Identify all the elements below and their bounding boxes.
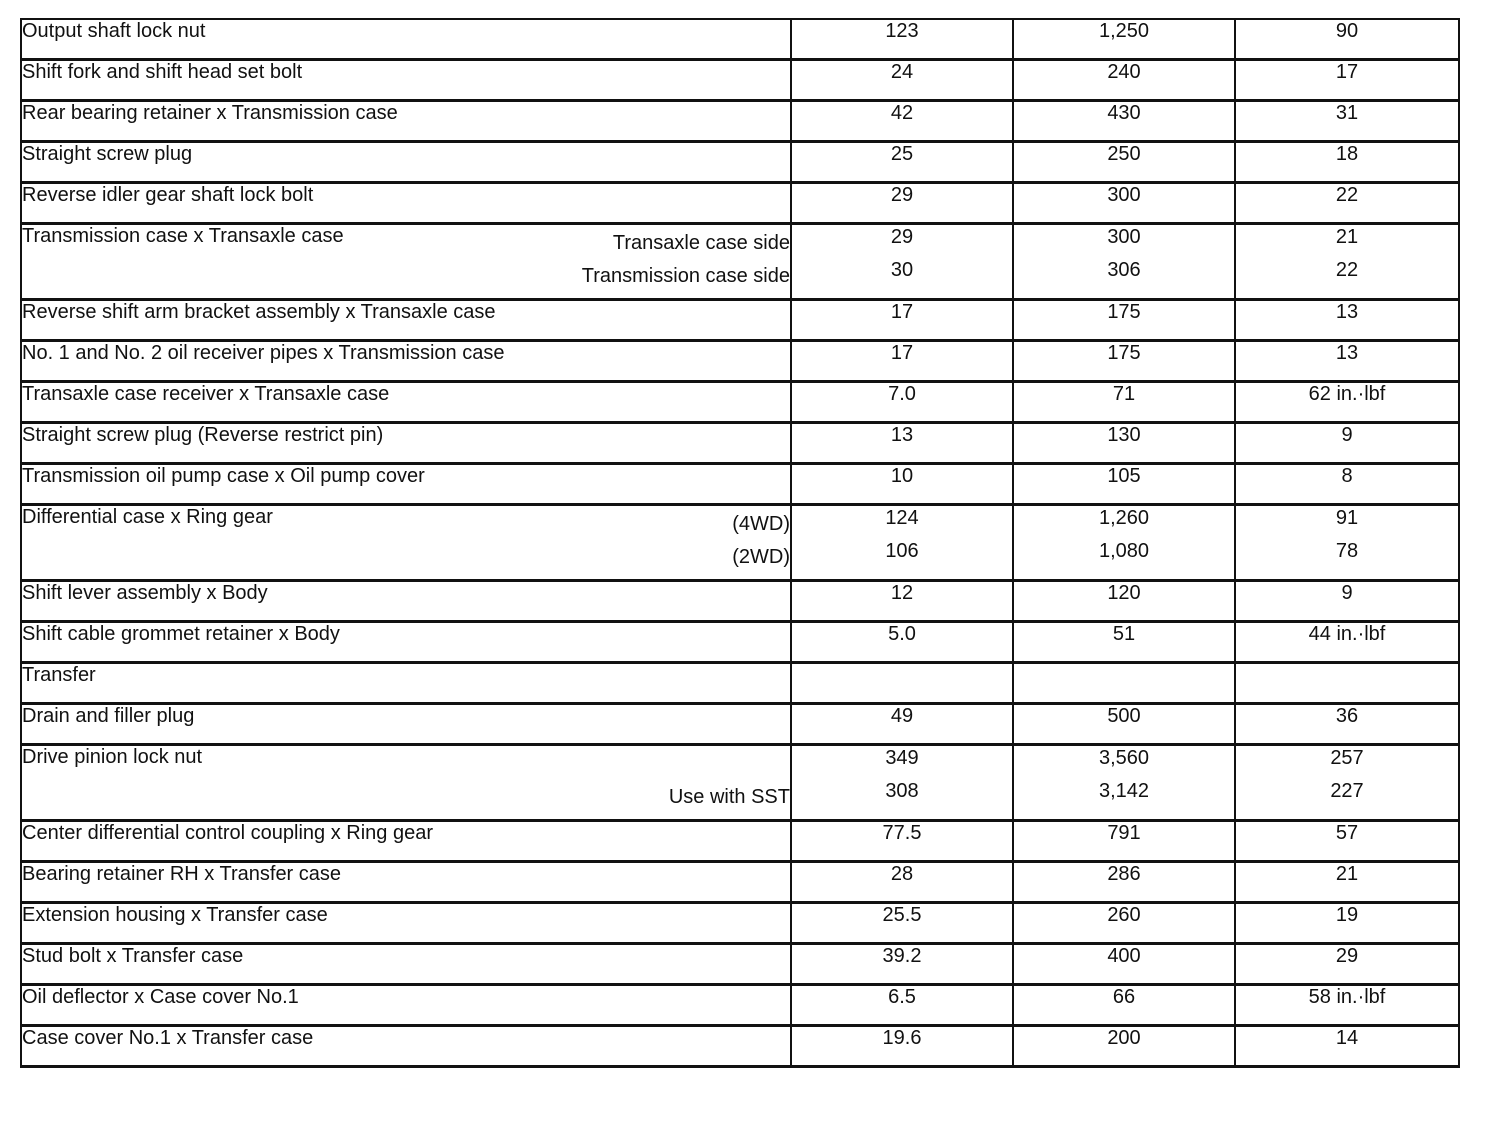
nm-value-cell bbox=[791, 505, 1013, 581]
ftlbf-value: 19 bbox=[1335, 904, 1359, 926]
kgf-value-cell bbox=[1013, 300, 1235, 341]
ftlbf-value: 22 bbox=[1335, 259, 1359, 281]
part-name-cell bbox=[21, 382, 791, 423]
condition-label: (4WD) bbox=[732, 513, 790, 535]
ftlbf-value-cell bbox=[1235, 903, 1459, 944]
kgf-value: 300 bbox=[1107, 226, 1141, 248]
ftlbf-value: 36 bbox=[1335, 705, 1359, 727]
part-name-cell bbox=[21, 581, 791, 622]
table-row bbox=[21, 382, 1459, 423]
part-name: Center differential control coupling x Ring gear bbox=[22, 822, 433, 844]
nm-value-cell bbox=[791, 341, 1013, 382]
part-name-cell bbox=[21, 300, 791, 341]
kgf-value-cell bbox=[1013, 862, 1235, 903]
ftlbf-value: 29 bbox=[1335, 945, 1359, 967]
ftlbf-value: 44 in.·lbf bbox=[1308, 623, 1386, 645]
part-name-cell bbox=[21, 142, 791, 183]
part-name-cell bbox=[21, 862, 791, 903]
nm-value-cell bbox=[791, 1026, 1013, 1067]
kgf-value-cell bbox=[1013, 622, 1235, 663]
part-name-cell bbox=[21, 19, 791, 60]
ftlbf-value-cell bbox=[1235, 382, 1459, 423]
kgf-value: 1,080 bbox=[1098, 540, 1150, 562]
table-row bbox=[21, 423, 1459, 464]
nm-value: 30 bbox=[890, 259, 914, 281]
condition-label: (2WD) bbox=[732, 546, 790, 568]
torque-spec-table bbox=[20, 18, 1460, 1068]
nm-value-cell bbox=[791, 944, 1013, 985]
kgf-value: 260 bbox=[1107, 904, 1141, 926]
kgf-value: 300 bbox=[1107, 184, 1141, 206]
ftlbf-value-cell bbox=[1235, 19, 1459, 60]
ftlbf-value: 78 bbox=[1335, 540, 1359, 562]
part-name-cell bbox=[21, 745, 791, 821]
part-name-cell bbox=[21, 944, 791, 985]
part-name: Extension housing x Transfer case bbox=[22, 904, 328, 926]
kgf-value-cell bbox=[1013, 224, 1235, 300]
part-name: Straight screw plug bbox=[22, 143, 193, 165]
nm-value-cell bbox=[791, 101, 1013, 142]
kgf-value-cell bbox=[1013, 985, 1235, 1026]
nm-value-cell bbox=[791, 704, 1013, 745]
ftlbf-value: 8 bbox=[1341, 465, 1353, 487]
nm-value-cell bbox=[791, 224, 1013, 300]
nm-value-cell bbox=[791, 862, 1013, 903]
ftlbf-value-cell bbox=[1235, 60, 1459, 101]
nm-value: 12 bbox=[890, 582, 914, 604]
ftlbf-value-cell bbox=[1235, 142, 1459, 183]
ftlbf-value: 9 bbox=[1341, 582, 1353, 604]
kgf-value: 1,260 bbox=[1098, 507, 1150, 529]
kgf-value: 175 bbox=[1107, 301, 1141, 323]
nm-value: 17 bbox=[890, 342, 914, 364]
kgf-value-cell bbox=[1013, 704, 1235, 745]
ftlbf-value-cell bbox=[1235, 300, 1459, 341]
kgf-value: 791 bbox=[1107, 822, 1141, 844]
ftlbf-value: 90 bbox=[1335, 20, 1359, 42]
table-row bbox=[21, 60, 1459, 101]
part-name-cell bbox=[21, 622, 791, 663]
kgf-value: 51 bbox=[1112, 623, 1136, 645]
part-name: Shift fork and shift head set bolt bbox=[22, 61, 303, 83]
nm-value: 49 bbox=[890, 705, 914, 727]
part-name: Rear bearing retainer x Transmission case bbox=[22, 102, 398, 124]
nm-value: 10 bbox=[890, 465, 914, 487]
kgf-value: 240 bbox=[1107, 61, 1141, 83]
table-row bbox=[21, 944, 1459, 985]
table-row bbox=[21, 622, 1459, 663]
nm-value: 5.0 bbox=[888, 623, 916, 645]
part-name: Case cover No.1 x Transfer case bbox=[22, 1027, 314, 1049]
part-name-cell bbox=[21, 985, 791, 1026]
kgf-value-cell bbox=[1013, 944, 1235, 985]
nm-value-cell bbox=[791, 745, 1013, 821]
nm-value-cell bbox=[791, 581, 1013, 622]
table-row bbox=[21, 581, 1459, 622]
kgf-value: 175 bbox=[1107, 342, 1141, 364]
nm-value: 25 bbox=[890, 143, 914, 165]
part-name-cell bbox=[21, 663, 791, 704]
ftlbf-value: 17 bbox=[1335, 61, 1359, 83]
nm-value: 29 bbox=[890, 184, 914, 206]
nm-value: 124 bbox=[885, 507, 919, 529]
table-row bbox=[21, 903, 1459, 944]
ftlbf-value: 31 bbox=[1335, 102, 1359, 124]
condition-labels bbox=[582, 225, 790, 293]
kgf-value-cell bbox=[1013, 101, 1235, 142]
table-row bbox=[21, 862, 1459, 903]
torque-table-body bbox=[21, 19, 1459, 1067]
table-row bbox=[21, 183, 1459, 224]
part-name: Stud bolt x Transfer case bbox=[22, 945, 244, 967]
kgf-value-cell bbox=[1013, 183, 1235, 224]
kgf-value-cell bbox=[1013, 663, 1235, 704]
part-name: Oil deflector x Case cover No.1 bbox=[22, 986, 299, 1008]
nm-value: 106 bbox=[885, 540, 919, 562]
kgf-value-cell bbox=[1013, 60, 1235, 101]
nm-value: 77.5 bbox=[882, 822, 922, 844]
ftlbf-value: 9 bbox=[1341, 424, 1353, 446]
part-name-cell bbox=[21, 505, 791, 581]
part-name-cell bbox=[21, 464, 791, 505]
nm-value-cell bbox=[791, 985, 1013, 1026]
ftlbf-value: 62 in.·lbf bbox=[1308, 383, 1386, 405]
part-name-cell bbox=[21, 1026, 791, 1067]
ftlbf-value-cell bbox=[1235, 821, 1459, 862]
ftlbf-value: 21 bbox=[1335, 863, 1359, 885]
nm-value: 28 bbox=[890, 863, 914, 885]
ftlbf-value: 227 bbox=[1330, 780, 1364, 802]
nm-value-cell bbox=[791, 19, 1013, 60]
nm-value-cell bbox=[791, 183, 1013, 224]
kgf-value: 66 bbox=[1112, 986, 1136, 1008]
table-row bbox=[21, 821, 1459, 862]
part-name-cell bbox=[21, 60, 791, 101]
part-name: Bearing retainer RH x Transfer case bbox=[22, 863, 342, 885]
ftlbf-value: 257 bbox=[1330, 747, 1364, 769]
table-row bbox=[21, 505, 1459, 581]
kgf-value-cell bbox=[1013, 341, 1235, 382]
ftlbf-value: 13 bbox=[1335, 301, 1359, 323]
kgf-value-cell bbox=[1013, 581, 1235, 622]
ftlbf-value: 58 in.·lbf bbox=[1308, 986, 1386, 1008]
kgf-value: 430 bbox=[1107, 102, 1141, 124]
ftlbf-value-cell bbox=[1235, 663, 1459, 704]
part-name: Transaxle case receiver x Transaxle case bbox=[22, 383, 390, 405]
ftlbf-value-cell bbox=[1235, 1026, 1459, 1067]
kgf-value: 130 bbox=[1107, 424, 1141, 446]
ftlbf-value-cell bbox=[1235, 341, 1459, 382]
nm-value-cell bbox=[791, 663, 1013, 704]
nm-value-cell bbox=[791, 622, 1013, 663]
nm-value: 308 bbox=[885, 780, 919, 802]
ftlbf-value-cell bbox=[1235, 464, 1459, 505]
table-row bbox=[21, 1026, 1459, 1067]
part-name-cell bbox=[21, 341, 791, 382]
ftlbf-value-cell bbox=[1235, 101, 1459, 142]
table-row bbox=[21, 663, 1459, 704]
table-row bbox=[21, 745, 1459, 821]
kgf-value: 500 bbox=[1107, 705, 1141, 727]
nm-value-cell bbox=[791, 382, 1013, 423]
kgf-value-cell bbox=[1013, 745, 1235, 821]
part-name: Shift cable grommet retainer x Body bbox=[22, 623, 340, 645]
ftlbf-value-cell bbox=[1235, 944, 1459, 985]
part-name: Transmission oil pump case x Oil pump cover bbox=[22, 465, 425, 487]
kgf-value-cell bbox=[1013, 821, 1235, 862]
kgf-value: 306 bbox=[1107, 259, 1141, 281]
ftlbf-value: 18 bbox=[1335, 143, 1359, 165]
nm-value: 6.5 bbox=[888, 986, 916, 1008]
nm-value: 39.2 bbox=[882, 945, 922, 967]
part-name: No. 1 and No. 2 oil receiver pipes x Transmission case bbox=[22, 342, 505, 364]
ftlbf-value-cell bbox=[1235, 745, 1459, 821]
kgf-value-cell bbox=[1013, 382, 1235, 423]
ftlbf-value-cell bbox=[1235, 622, 1459, 663]
condition-label: Transaxle case side bbox=[612, 232, 790, 254]
table-row bbox=[21, 224, 1459, 300]
part-name: Shift lever assembly x Body bbox=[22, 582, 268, 604]
part-name-cell bbox=[21, 423, 791, 464]
nm-value-cell bbox=[791, 821, 1013, 862]
table-row bbox=[21, 341, 1459, 382]
table-row bbox=[21, 300, 1459, 341]
condition-label: Use with SST bbox=[668, 786, 790, 808]
part-name: Reverse idler gear shaft lock bolt bbox=[22, 184, 314, 206]
ftlbf-value: 22 bbox=[1335, 184, 1359, 206]
nm-value-cell bbox=[791, 300, 1013, 341]
kgf-value: 105 bbox=[1107, 465, 1141, 487]
condition-label bbox=[669, 748, 790, 781]
part-name: Transmission case x Transaxle case bbox=[22, 225, 344, 247]
ftlbf-value-cell bbox=[1235, 505, 1459, 581]
kgf-value: 71 bbox=[1112, 383, 1136, 405]
ftlbf-value-cell bbox=[1235, 985, 1459, 1026]
table-row bbox=[21, 19, 1459, 60]
nm-value-cell bbox=[791, 423, 1013, 464]
kgf-value: 120 bbox=[1107, 582, 1141, 604]
ftlbf-value-cell bbox=[1235, 224, 1459, 300]
ftlbf-value-cell bbox=[1235, 183, 1459, 224]
nm-value: 25.5 bbox=[882, 904, 922, 926]
kgf-value-cell bbox=[1013, 423, 1235, 464]
ftlbf-value-cell bbox=[1235, 423, 1459, 464]
kgf-value-cell bbox=[1013, 505, 1235, 581]
kgf-value: 3,142 bbox=[1098, 780, 1150, 802]
kgf-value-cell bbox=[1013, 903, 1235, 944]
ftlbf-value: 91 bbox=[1335, 507, 1359, 529]
condition-labels bbox=[732, 506, 790, 574]
kgf-value: 400 bbox=[1107, 945, 1141, 967]
nm-value: 42 bbox=[890, 102, 914, 124]
ftlbf-value-cell bbox=[1235, 581, 1459, 622]
part-name-cell bbox=[21, 903, 791, 944]
kgf-value-cell bbox=[1013, 142, 1235, 183]
part-name-cell bbox=[21, 821, 791, 862]
part-name: Differential case x Ring gear bbox=[22, 506, 273, 528]
kgf-value: 3,560 bbox=[1098, 747, 1150, 769]
kgf-value-cell bbox=[1013, 19, 1235, 60]
nm-value: 7.0 bbox=[888, 383, 916, 405]
table-row bbox=[21, 101, 1459, 142]
kgf-value: 1,250 bbox=[1098, 20, 1150, 42]
table-row bbox=[21, 142, 1459, 183]
part-name-cell bbox=[21, 224, 791, 300]
nm-value: 24 bbox=[890, 61, 914, 83]
nm-value-cell bbox=[791, 464, 1013, 505]
nm-value-cell bbox=[791, 903, 1013, 944]
part-name: Output shaft lock nut bbox=[22, 20, 206, 42]
ftlbf-value: 21 bbox=[1335, 226, 1359, 248]
table-row bbox=[21, 704, 1459, 745]
kgf-value: 286 bbox=[1107, 863, 1141, 885]
ftlbf-value-cell bbox=[1235, 704, 1459, 745]
part-name: Drain and filler plug bbox=[22, 705, 195, 727]
part-name-cell bbox=[21, 183, 791, 224]
nm-value: 123 bbox=[885, 20, 919, 42]
part-name: Reverse shift arm bracket assembly x Transaxle case bbox=[22, 301, 496, 323]
condition-label: Transmission case side bbox=[581, 265, 790, 287]
ftlbf-value: 14 bbox=[1335, 1027, 1359, 1049]
part-name: Straight screw plug (Reverse restrict pin) bbox=[22, 424, 384, 446]
part-name: Transfer bbox=[22, 664, 96, 686]
nm-value: 29 bbox=[890, 226, 914, 248]
ftlbf-value: 57 bbox=[1335, 822, 1359, 844]
nm-value-cell bbox=[791, 60, 1013, 101]
nm-value: 13 bbox=[890, 424, 914, 446]
part-name: Drive pinion lock nut bbox=[22, 746, 203, 768]
nm-value: 19.6 bbox=[882, 1027, 922, 1049]
ftlbf-value: 13 bbox=[1335, 342, 1359, 364]
ftlbf-value-cell bbox=[1235, 862, 1459, 903]
kgf-value: 250 bbox=[1107, 143, 1141, 165]
table-row bbox=[21, 464, 1459, 505]
kgf-value-cell bbox=[1013, 1026, 1235, 1067]
nm-value: 17 bbox=[890, 301, 914, 323]
part-name-cell bbox=[21, 704, 791, 745]
kgf-value-cell bbox=[1013, 464, 1235, 505]
nm-value-cell bbox=[791, 142, 1013, 183]
kgf-value: 200 bbox=[1107, 1027, 1141, 1049]
condition-labels bbox=[669, 746, 790, 814]
nm-value: 349 bbox=[885, 747, 919, 769]
part-name-cell bbox=[21, 101, 791, 142]
table-row bbox=[21, 985, 1459, 1026]
